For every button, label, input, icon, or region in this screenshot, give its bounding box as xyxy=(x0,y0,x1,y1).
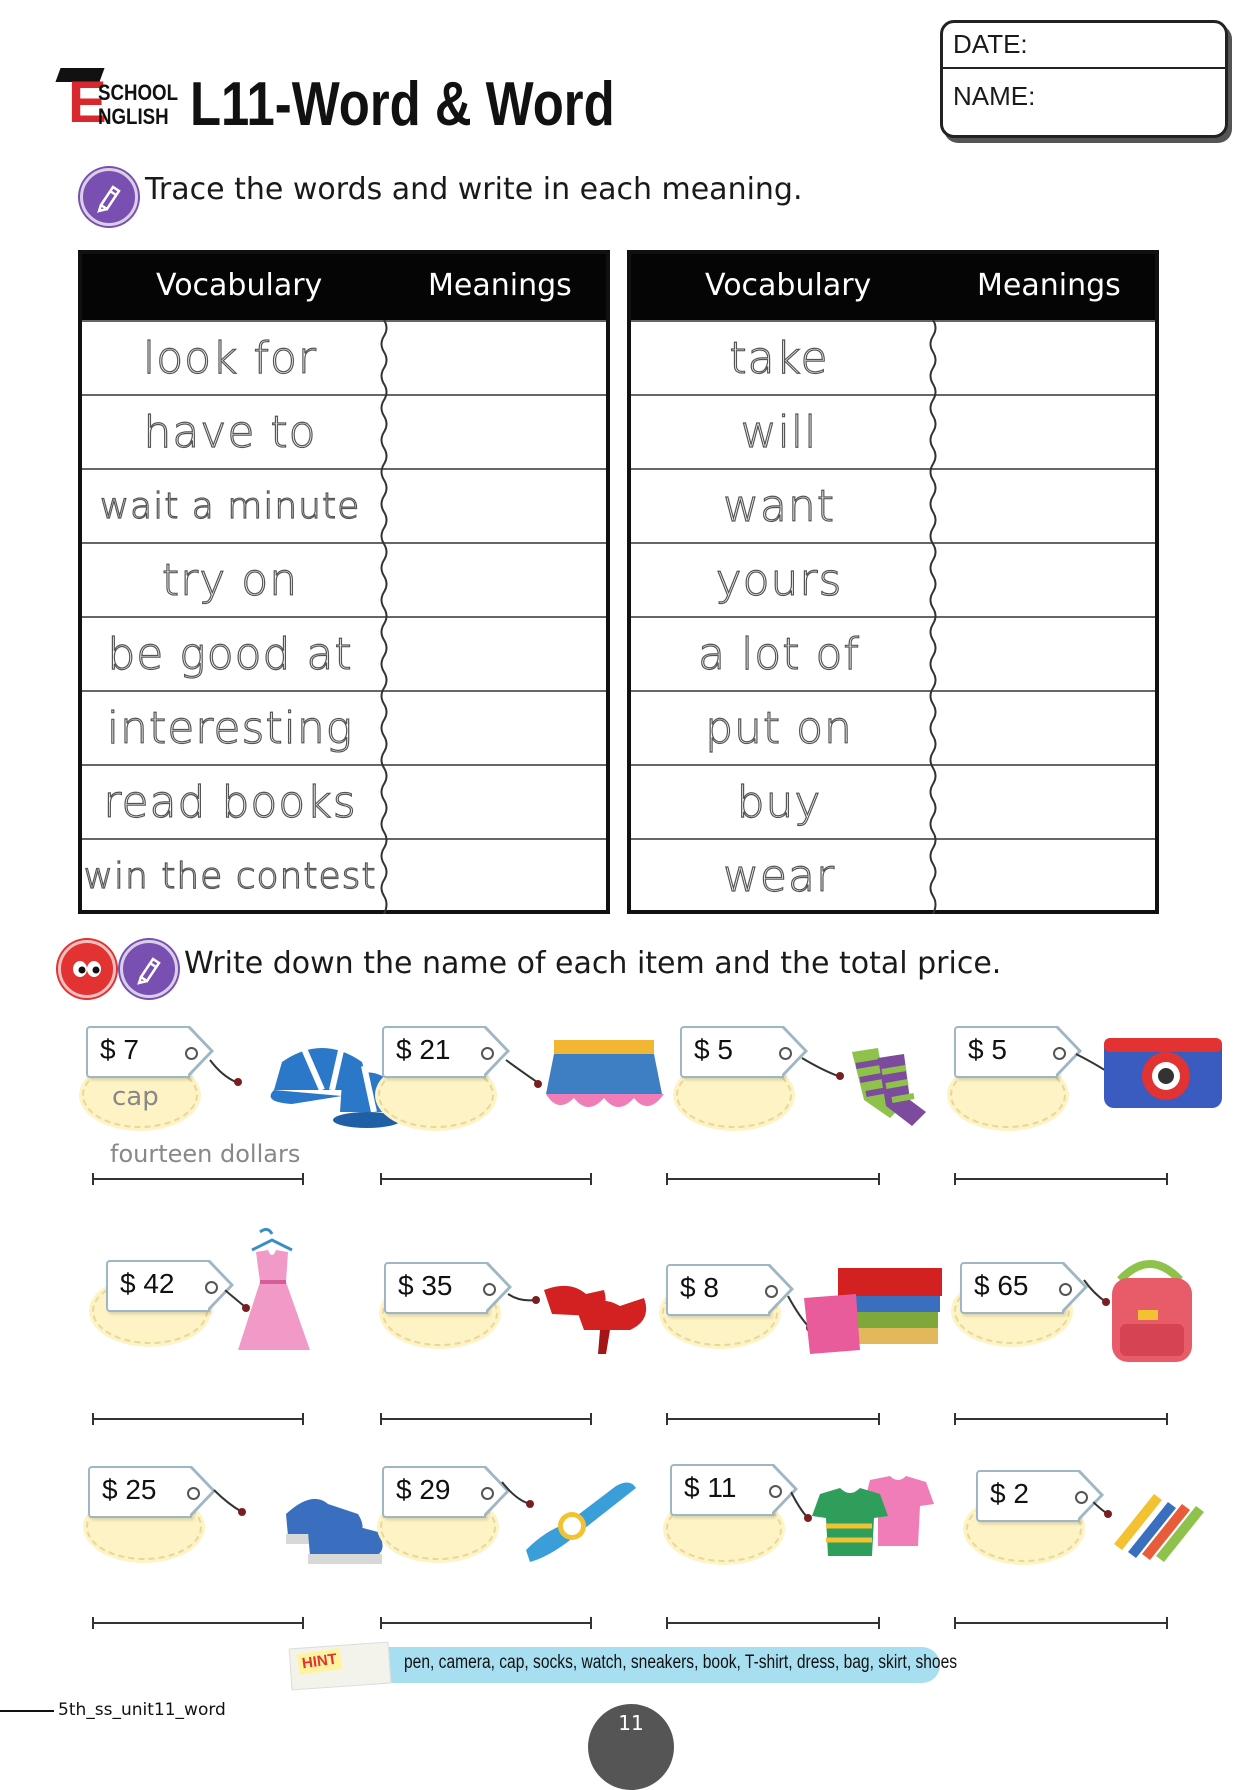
table-row xyxy=(631,542,1155,618)
table-row xyxy=(631,764,1155,840)
vocab-table-right xyxy=(627,250,1159,914)
price-tag xyxy=(88,1466,192,1518)
logo-line1: SCHOOL xyxy=(98,80,179,105)
trace-word: a lot of xyxy=(698,629,860,680)
trace-word: put on xyxy=(705,703,853,754)
wavy-divider xyxy=(378,320,390,914)
trace-word: be good at xyxy=(107,629,353,680)
school-english-logo xyxy=(58,68,179,135)
table-row xyxy=(631,616,1155,692)
table-row xyxy=(82,468,606,544)
hint-bar xyxy=(290,1645,958,1685)
price-label: $ 35 xyxy=(398,1270,453,1301)
answer-line[interactable] xyxy=(380,1622,592,1624)
instruction-trace: Trace the words and write in each meaning. xyxy=(145,172,803,207)
name-field[interactable]: NAME: xyxy=(953,81,1036,111)
skirt-icon xyxy=(488,1034,668,1144)
trace-word: read books xyxy=(103,777,357,828)
answer-line[interactable] xyxy=(666,1178,880,1180)
item-skirt xyxy=(378,1022,628,1182)
table-row xyxy=(82,542,606,618)
answer-line[interactable] xyxy=(954,1418,1168,1420)
price-label: $ 65 xyxy=(974,1270,1029,1301)
item-sneakers xyxy=(82,1450,332,1610)
item-book xyxy=(660,1240,910,1400)
price-label: $ 21 xyxy=(396,1034,451,1065)
vocab-table-left xyxy=(78,250,610,914)
trace-word: look for xyxy=(142,333,318,384)
answer-line[interactable] xyxy=(380,1418,592,1420)
logo-line2: NGLISH xyxy=(98,104,169,129)
price-tag xyxy=(382,1466,486,1518)
answer-line[interactable] xyxy=(954,1178,1168,1180)
answer-line[interactable] xyxy=(92,1418,304,1420)
table-row xyxy=(631,320,1155,396)
price-tag xyxy=(670,1464,774,1516)
trace-word: take xyxy=(729,333,829,384)
price-label: $ 11 xyxy=(684,1472,737,1503)
logo-letter-e: E xyxy=(68,70,107,135)
price-label: $ 5 xyxy=(968,1034,1007,1065)
answer-line[interactable] xyxy=(92,1178,304,1180)
answer-line[interactable] xyxy=(380,1178,592,1180)
header-meanings: Meanings xyxy=(428,268,572,303)
table-row xyxy=(82,320,606,396)
example-total: fourteen dollars xyxy=(110,1140,301,1168)
table-row xyxy=(631,468,1155,544)
header-vocabulary: Vocabulary xyxy=(156,268,323,303)
date-name-box xyxy=(940,20,1228,138)
price-tag xyxy=(382,1026,486,1078)
table-header xyxy=(631,254,1155,320)
trace-word: try on xyxy=(161,555,299,606)
table-row xyxy=(82,764,606,840)
item-dress xyxy=(92,1240,342,1400)
table-header xyxy=(82,254,606,320)
item-bag xyxy=(954,1240,1204,1400)
price-label: $ 42 xyxy=(120,1268,175,1299)
price-tag xyxy=(86,1026,190,1078)
hint-label: HINT xyxy=(297,1648,343,1675)
trace-word: have to xyxy=(143,407,317,458)
price-label: $ 8 xyxy=(680,1272,719,1303)
header-vocabulary: Vocabulary xyxy=(705,268,872,303)
item-camera xyxy=(946,1022,1196,1182)
answer-line[interactable] xyxy=(666,1418,880,1420)
eyes-icon xyxy=(58,940,116,998)
page-number: 11 xyxy=(588,1704,674,1790)
price-tag xyxy=(666,1264,770,1316)
item-cap xyxy=(82,1022,332,1182)
item-pen xyxy=(962,1450,1212,1610)
example-name: cap xyxy=(112,1082,159,1112)
header-meanings: Meanings xyxy=(977,268,1121,303)
trace-word: wear xyxy=(722,851,836,902)
table-row xyxy=(82,838,606,914)
table-row xyxy=(82,394,606,470)
trace-word: buy xyxy=(736,777,822,828)
page-title: L11-Word & Word xyxy=(190,70,615,139)
trace-word: interesting xyxy=(106,703,354,754)
item-tshirt xyxy=(660,1450,910,1610)
price-label: $ 2 xyxy=(990,1478,1029,1509)
cap-icon xyxy=(192,1032,402,1142)
camera-icon xyxy=(1056,1024,1236,1134)
item-shoes xyxy=(380,1240,630,1400)
hint-words: pen, camera, cap, socks, watch, sneakers, book, T-shirt, dress, bag, skirt, shoes xyxy=(404,1652,958,1673)
trace-word: wait a minute xyxy=(99,486,361,527)
price-tag xyxy=(954,1026,1058,1078)
trace-word: will xyxy=(740,407,818,458)
pencil-icon xyxy=(80,168,138,226)
price-tag xyxy=(960,1262,1064,1314)
trace-word: win the contest xyxy=(83,856,377,897)
price-label: $ 7 xyxy=(100,1034,139,1065)
socks-icon xyxy=(782,1032,952,1142)
wavy-divider xyxy=(927,320,939,914)
book-icon xyxy=(760,1258,960,1368)
price-tag xyxy=(680,1026,784,1078)
pencil-icon xyxy=(120,940,178,998)
trace-word: want xyxy=(722,481,836,532)
table-row xyxy=(631,690,1155,766)
price-label: $ 25 xyxy=(102,1474,157,1505)
answer-line[interactable] xyxy=(666,1622,880,1624)
table-row xyxy=(82,690,606,766)
answer-line[interactable] xyxy=(954,1622,1168,1624)
sneakers-icon xyxy=(192,1470,392,1580)
item-watch xyxy=(376,1450,626,1610)
footer-rule xyxy=(0,1710,54,1712)
table-row xyxy=(82,616,606,692)
answer-line[interactable] xyxy=(92,1622,304,1624)
footer-code: 5th_ss_unit11_word xyxy=(58,1700,226,1720)
table-row xyxy=(631,394,1155,470)
table-row xyxy=(631,838,1155,914)
price-label: $ 29 xyxy=(396,1474,451,1505)
price-tag xyxy=(384,1262,488,1314)
trace-word: yours xyxy=(715,555,843,606)
item-socks xyxy=(672,1022,922,1182)
instruction-write: Write down the name of each item and the total price. xyxy=(184,946,1002,981)
date-field[interactable]: DATE: xyxy=(953,29,1028,59)
price-label: $ 5 xyxy=(694,1034,733,1065)
